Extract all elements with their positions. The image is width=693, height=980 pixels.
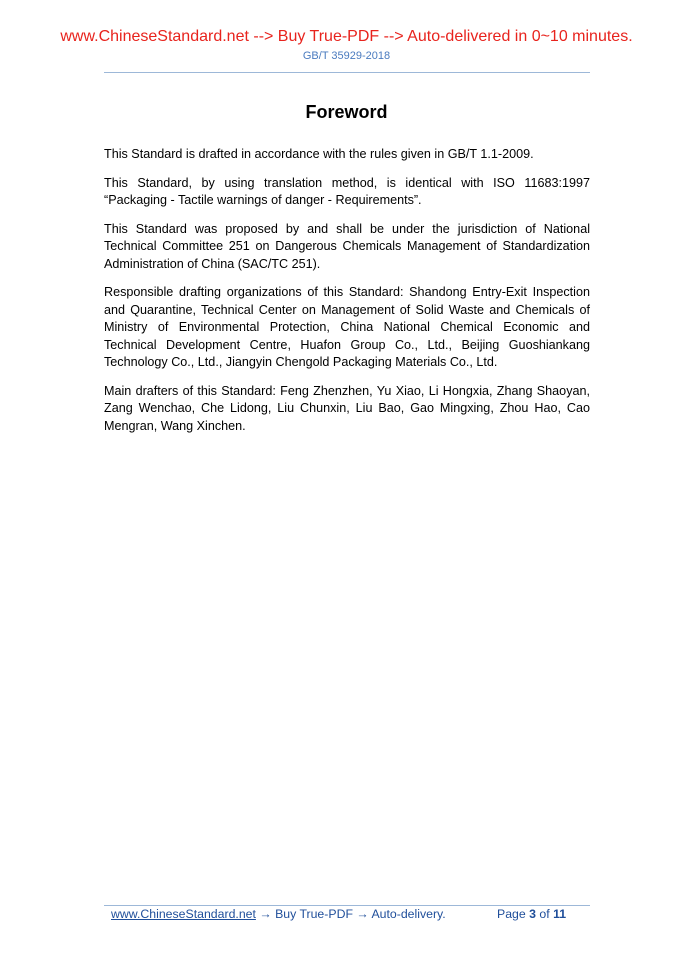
- page-label: Page: [497, 907, 526, 921]
- top-promo-banner[interactable]: www.ChineseStandard.net --> Buy True-PDF --> Auto-delivered in 0~10 minutes.: [60, 28, 633, 45]
- page-number: 3: [529, 907, 536, 921]
- paragraph-drafting-organizations: Responsible drafting organizations of this Standard: Shandong Entry-Exit Inspection and Quarantine, Technical Center on Management of Solid Waste and Chemicals of Ministry of Environmental Protection, China National Chemical Economic and Technical Development Centre, Huafon Group Co., Ltd., Beijing Guoshiankang Technology Co., Ltd., Jiangyin Chengold Packaging Materials Co., Ltd.: [104, 285, 590, 369]
- total-pages: 11: [553, 907, 567, 921]
- header-divider: [104, 72, 590, 73]
- footer-auto-text: Auto-delivery.: [371, 907, 446, 921]
- page-footer: [111, 907, 581, 921]
- footer-divider: [104, 905, 590, 906]
- page-title: Foreword: [305, 102, 388, 122]
- paragraph-main-drafters: Main drafters of this Standard: Feng Zhenzhen, Yu Xiao, Li Hongxia, Zhang Shaoyan, Zang Wenchao, Che Lidong, Liu Chunxin, Liu Bao, Gao Mingxing, Zhou Hao, Cao Mengran, Wang Xinchen.: [104, 383, 590, 433]
- paragraph-drafting-rules: This Standard is drafted in accordance with the rules given in GB/T 1.1-2009.: [104, 147, 534, 161]
- foreword-body: [104, 146, 590, 446]
- footer-buy-text: Buy True-PDF: [275, 907, 353, 921]
- page-indicator: [497, 907, 566, 921]
- paragraph-jurisdiction: This Standard was proposed by and shall be under the jurisdiction of National Technical Committee 251 on Dangerous Chemicals Management of Standardization Administration of China (SAC/TC 251).: [104, 221, 590, 271]
- of-label: of: [539, 907, 550, 921]
- arrow-icon: →: [259, 907, 272, 921]
- document-code: GB/T 35929-2018: [302, 50, 391, 62]
- footer-site-link[interactable]: www.ChineseStandard.net: [111, 907, 256, 921]
- paragraph-translation: This Standard, by using translation method, is identical with ISO 11683:1997 “Packaging - Tactile warnings of danger - Requirements”.: [104, 175, 590, 207]
- arrow-icon: →: [356, 907, 369, 921]
